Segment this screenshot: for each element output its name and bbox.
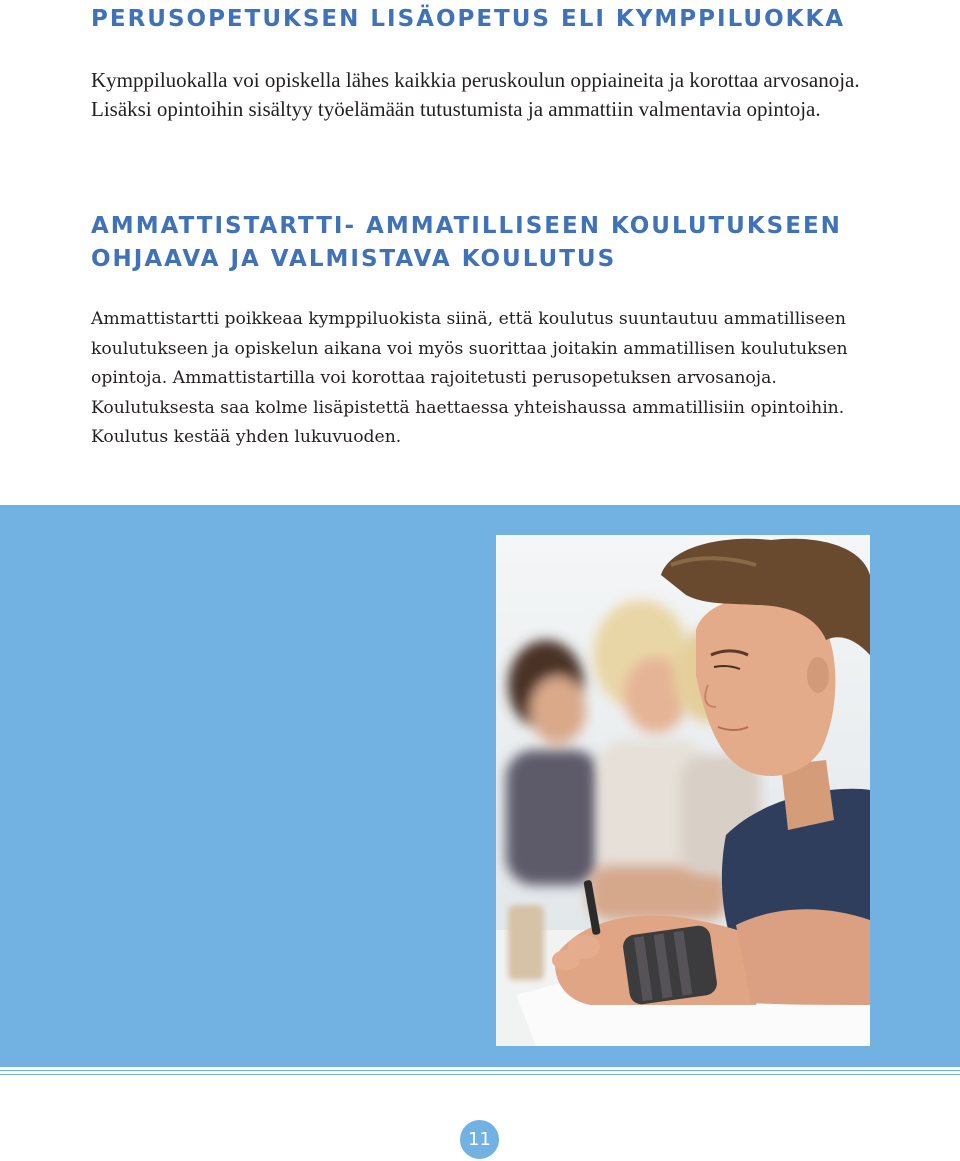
- section-heading-ammattistartti: AMMATTISTARTTI- AMMATILLISEEN KOULUTUKSEEN OHJAAVA JA VALMISTAVA KOULUTUS: [91, 213, 842, 272]
- section-heading-kymppiluokka: PERUSOPETUKSEN LISÄOPETUS ELI KYMPPILUOKKA: [91, 6, 846, 32]
- paragraph-kymppiluokka: Kymppiluokalla voi opiskella lähes kaikkia peruskoulun oppiaineita ja korottaa arvosanoja. Lisäksi opintoihin sisältyy työelämään tutustumista ja ammattiin valmentavia opintoja.: [91, 68, 860, 121]
- students-writing-photo: [496, 535, 870, 1046]
- page-number-badge: 11: [460, 1120, 499, 1159]
- band-rule-top: [0, 1070, 960, 1071]
- band-rule-bottom: [0, 1074, 960, 1075]
- paragraph-ammattistartti: Ammattistartti poikkeaa kymppiluokista siinä, että koulutus suuntautuu ammatilliseen koulutukseen ja opiskelun aikana voi myös suorittaa joitakin ammatillisen koulutuksen opintoja. Ammattistartilla voi korottaa rajoitetusti perusopetuksen arvosanoja. Koulutuksesta saa kolme lisäpistettä haettaessa yhteishaussa ammatillisiin opintoihin. Koulutus kestää yhden lukuvuoden.: [91, 309, 848, 447]
